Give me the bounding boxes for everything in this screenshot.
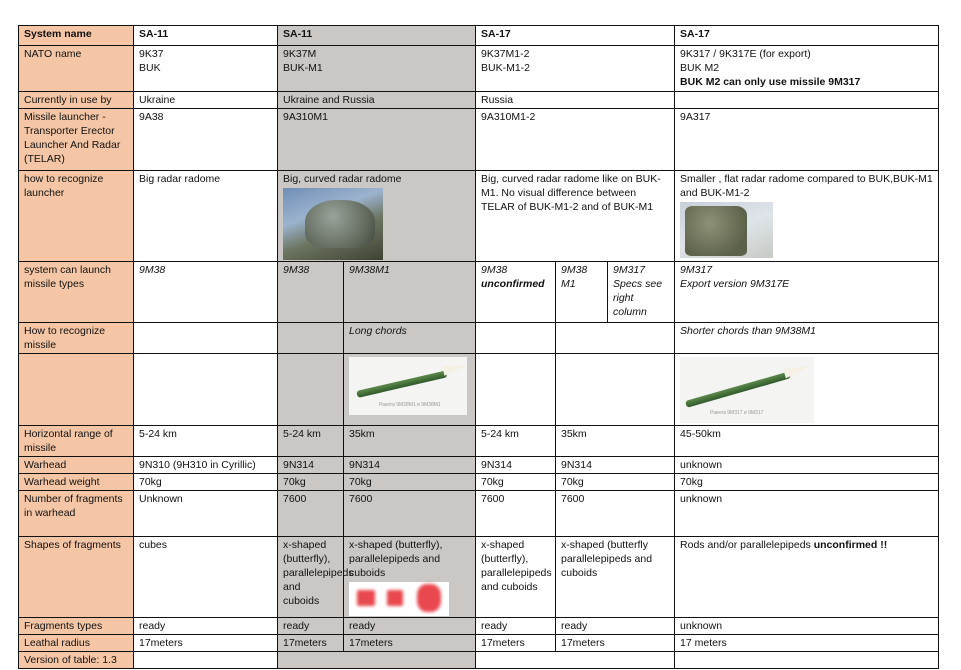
warhead-weight-c3b: 70kg [556, 474, 675, 491]
recognize-launcher-c2 [278, 171, 476, 262]
header-row [19, 26, 939, 46]
row-recognize-missile [19, 323, 939, 354]
fragments-c4: unknown [675, 491, 939, 537]
shapes-c4-unconfirmed: unconfirmed !! [813, 539, 888, 551]
telar-c3: 9A310M1-2 [476, 109, 675, 171]
frag-types-c3b: ready [556, 618, 675, 635]
frag-types-c2a: ready [278, 618, 344, 635]
fragment-cube [357, 590, 375, 606]
in-use-c1: Ukraine [134, 92, 278, 109]
recognize-missile-c3a [476, 323, 556, 354]
version-label: Version of table: 1.3 [19, 652, 134, 669]
warhead-c2a: 9N314 [278, 457, 344, 474]
version-c3 [476, 652, 675, 669]
missile-types-c4 [675, 262, 939, 323]
radome-shape [685, 206, 747, 256]
header-label: System name [19, 26, 134, 46]
warhead-c4: unknown [675, 457, 939, 474]
missile-types-c2a: 9M38 [278, 262, 344, 323]
in-use-c2: Ukraine and Russia [278, 92, 476, 109]
warhead-label: Warhead [19, 457, 134, 474]
frag-types-c1: ready [134, 618, 278, 635]
radius-c3b: 17meters [556, 635, 675, 652]
missile-caption-2: Ракета 9М317 и 9М317 [710, 410, 764, 416]
missile-types-c3a-name: 9M38 [481, 264, 508, 276]
row-warhead-weight [19, 474, 939, 491]
nato-c4 [675, 46, 939, 92]
shapes-c4 [675, 537, 939, 618]
range-c3a: 5-24 km [476, 426, 556, 457]
row-shapes [19, 537, 939, 618]
nato-c1 [134, 46, 278, 92]
frag-types-c3a: ready [476, 618, 556, 635]
header-col-3: SA-17 [476, 26, 675, 46]
fragment-butterfly [417, 584, 441, 612]
comparison-table [18, 25, 939, 669]
warhead-weight-c3a: 70kg [476, 474, 556, 491]
telar-c4: 9A317 [675, 109, 939, 171]
nato-c4-line2: BUK M2 [680, 62, 720, 74]
missile-types-c3a [476, 262, 556, 323]
missile-images-c1 [134, 354, 278, 426]
radius-c2a: 17meters [278, 635, 344, 652]
recognize-launcher-label: how to recognize launcher [19, 171, 134, 262]
missile-types-c3c: 9M317 Specs see right column [608, 262, 675, 323]
warhead-c3b: 9N314 [556, 457, 675, 474]
missile-9m317-photo [680, 357, 814, 423]
missile-images-label [19, 354, 134, 426]
in-use-c4 [675, 92, 939, 109]
nato-c2-line2: BUK-M1 [283, 62, 323, 74]
warhead-c3a: 9N314 [476, 457, 556, 474]
fragments-c3b: 7600 [556, 491, 675, 537]
shapes-c4-text: Rods and/or parallelepipeds [680, 539, 814, 551]
row-fragments [19, 491, 939, 537]
header-col-1: SA-11 [134, 26, 278, 46]
nato-c1-line1: 9K37 [139, 48, 164, 60]
fragments-label: Number of fragments in warhead [19, 491, 134, 537]
recognize-missile-c2a [278, 323, 344, 354]
missile-images-c3a [476, 354, 556, 426]
shapes-label: Shapes of fragments [19, 537, 134, 618]
nato-c1-line2: BUK [139, 62, 161, 74]
warhead-weight-c2b: 70kg [344, 474, 476, 491]
row-telar [19, 109, 939, 171]
telar-c1: 9A38 [134, 109, 278, 171]
warhead-c2b: 9N314 [344, 457, 476, 474]
nato-c4-note: BUK M2 can only use missile 9M317 [680, 76, 861, 88]
row-missile-types [19, 262, 939, 323]
fragments-c2b: 7600 [344, 491, 476, 537]
buk-m2-radome-photo [680, 202, 773, 258]
warhead-c1: 9N310 (9H310 in Cyrillic) [134, 457, 278, 474]
range-c4: 45-50km [675, 426, 939, 457]
in-use-label: Currently in use by [19, 92, 134, 109]
missile-types-c4-name: 9M317 [680, 264, 713, 276]
in-use-c3: Russia [476, 92, 675, 109]
missile-types-c2b: 9M38M1 [344, 262, 476, 323]
shapes-c2a: x-shaped (butterfly), parallelepipeds and cuboids [278, 537, 344, 618]
frag-types-c4: unknown [675, 618, 939, 635]
range-c3b: 35km [556, 426, 675, 457]
row-range [19, 426, 939, 457]
missile-types-c1: 9M38 [134, 262, 278, 323]
shapes-c1: cubes [134, 537, 278, 618]
row-nato-name [19, 46, 939, 92]
radius-c3a: 17meters [476, 635, 556, 652]
header-col-2: SA-11 [278, 26, 476, 46]
recognize-missile-label: How to recognize missile [19, 323, 134, 354]
recognize-launcher-c4 [675, 171, 939, 262]
radius-label: Leathal radius [19, 635, 134, 652]
nato-label: NATO name [19, 46, 134, 92]
missile-body [685, 371, 791, 407]
nato-c3 [476, 46, 675, 92]
radome-shape [305, 200, 375, 248]
recognize-missile-c1 [134, 323, 278, 354]
missile-body [356, 370, 447, 398]
buk-m1-radome-photo [283, 188, 383, 260]
frag-types-c2b: ready [344, 618, 476, 635]
missile-types-label: system can launch missile types [19, 262, 134, 323]
shapes-c2b [344, 537, 476, 618]
version-c4 [675, 652, 939, 669]
recognize-missile-c4: Shorter chords than 9M38M1 [675, 323, 939, 354]
recognize-launcher-c2-text: Big, curved radar radome [283, 173, 402, 185]
nato-c4-line1: 9K317 / 9K317E (for export) [680, 48, 811, 60]
missile-types-c3b: 9M38 M1 [556, 262, 608, 323]
recognize-launcher-c4-text: Smaller , flat radar radome compared to BUK,BUK-M1 and BUK-M1-2 [680, 173, 933, 199]
recognize-launcher-c3: Big, curved radar radome like on BUK-M1. No visual difference between TELAR of BUK-M1-2 and of BUK-M1 [476, 171, 675, 262]
nato-c2-line1: 9K37M [283, 48, 317, 60]
missile-images-c3b [556, 354, 675, 426]
radius-c1: 17meters [134, 635, 278, 652]
warhead-weight-c1: 70kg [134, 474, 278, 491]
telar-c2: 9A310M1 [278, 109, 476, 171]
nato-c3-line2: BUK-M1-2 [481, 62, 531, 74]
shapes-c3a: x-shaped (butterfly), parallelepipeds and cuboids [476, 537, 556, 618]
unconfirmed-note: unconfirmed [481, 278, 545, 290]
warhead-weight-label: Warhead weight [19, 474, 134, 491]
fragments-c1: Unknown [134, 491, 278, 537]
missile-images-c4 [675, 354, 939, 426]
header-col-4: SA-17 [675, 26, 939, 46]
row-lethal-radius [19, 635, 939, 652]
shapes-c2b-text: x-shaped (butterfly), parallelepipeds and cuboids [349, 539, 443, 579]
missile-images-c2a [278, 354, 344, 426]
warhead-weight-c4: 70kg [675, 474, 939, 491]
missile-types-c4-export: Export version 9M317E [680, 278, 790, 290]
row-fragment-types [19, 618, 939, 635]
warhead-weight-c2a: 70kg [278, 474, 344, 491]
version-c2 [278, 652, 476, 669]
row-missile-images [19, 354, 939, 426]
recognize-launcher-c1: Big radar radome [134, 171, 278, 262]
fragments-c2a: 7600 [278, 491, 344, 537]
missile-nose [783, 362, 811, 379]
version-c1 [134, 652, 278, 669]
missile-nose [442, 360, 470, 376]
range-label: Horizontal range of missile [19, 426, 134, 457]
nato-c2 [278, 46, 476, 92]
frag-types-label: Fragments types [19, 618, 134, 635]
nato-c3-line1: 9K37M1-2 [481, 48, 530, 60]
fragments-c3a: 7600 [476, 491, 556, 537]
missile-9m38m1-photo [349, 357, 467, 415]
recognize-missile-c2b: Long chords [344, 323, 476, 354]
range-c2a: 5-24 km [278, 426, 344, 457]
telar-label: Missile launcher - Transporter Erector Launcher And Radar (TELAR) [19, 109, 134, 171]
missile-images-c2b [344, 354, 476, 426]
row-in-use [19, 92, 939, 109]
recognize-missile-c3b [556, 323, 675, 354]
fragments-photo [349, 582, 449, 616]
range-c2b: 35km [344, 426, 476, 457]
radius-c4: 17 meters [675, 635, 939, 652]
row-recognize-launcher [19, 171, 939, 262]
row-warhead [19, 457, 939, 474]
radius-c2b: 17meters [344, 635, 476, 652]
shapes-c3b: x-shaped (butterfly parallelepipeds and cuboids [556, 537, 675, 618]
range-c1: 5-24 km [134, 426, 278, 457]
fragment-cube [387, 590, 403, 606]
missile-caption-1: Ракета 9М38М1 и 9М38М1 [379, 402, 441, 408]
row-version [19, 652, 939, 669]
